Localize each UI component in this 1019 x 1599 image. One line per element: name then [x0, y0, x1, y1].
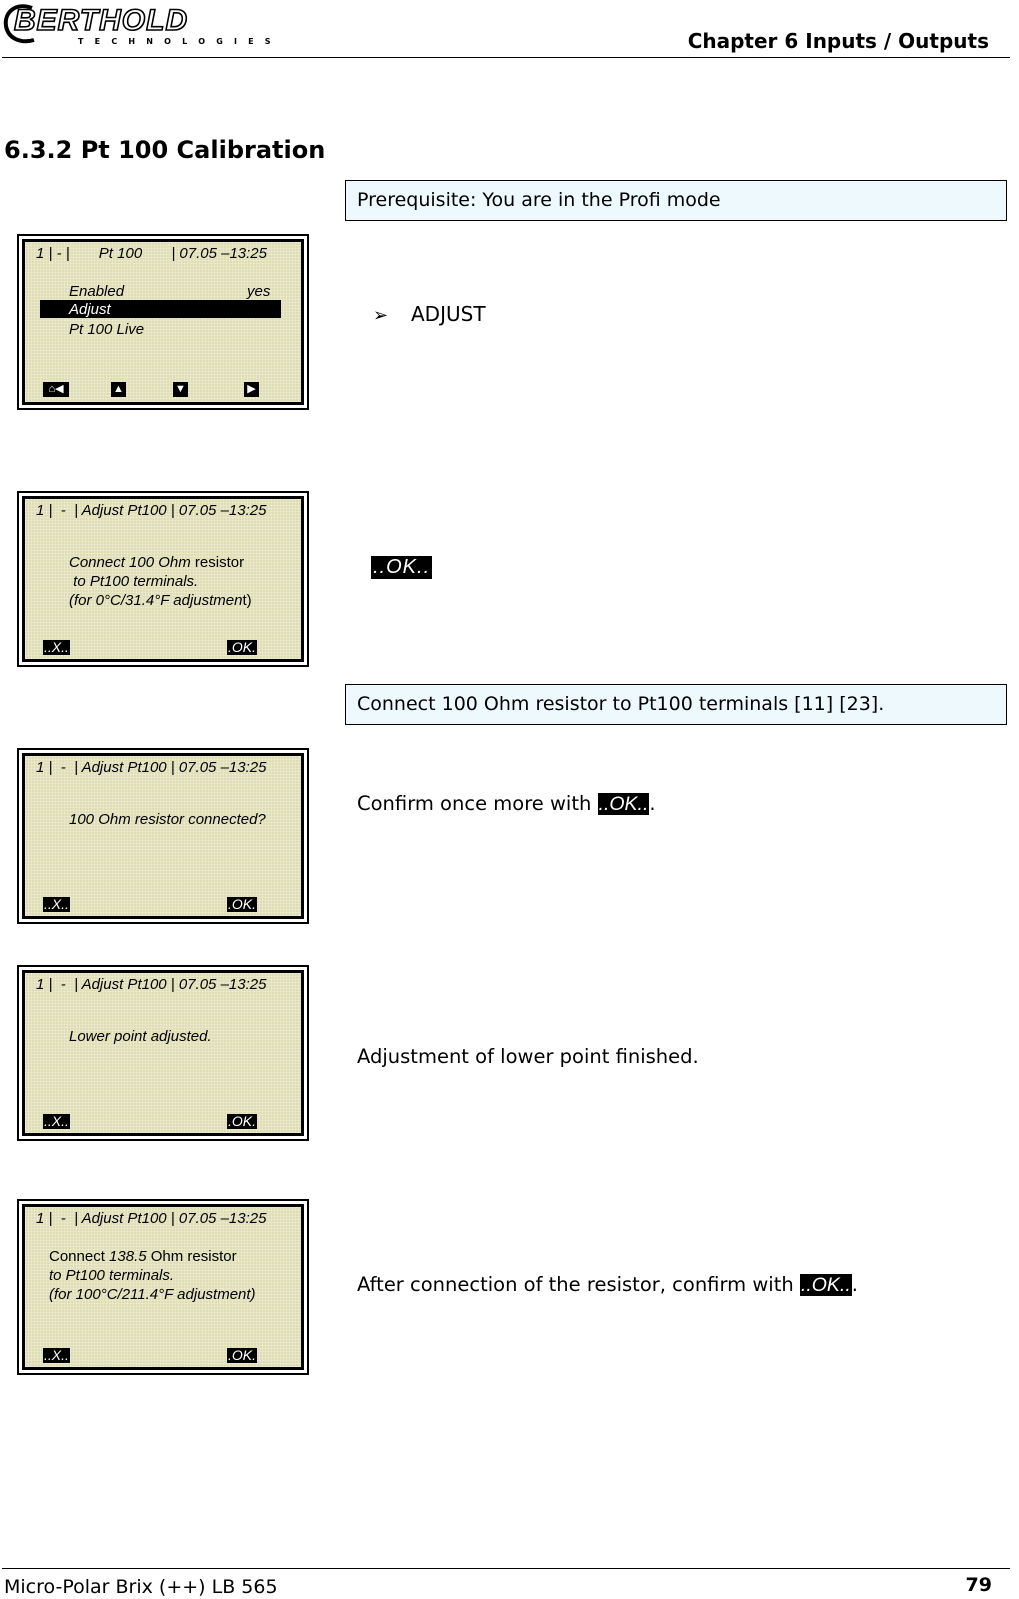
cancel-softkey: ..X.. [44, 1113, 69, 1129]
menu-item-enabled-value: yes [247, 283, 271, 300]
footer-divider [2, 1568, 1010, 1569]
ok-key-label: ..OK.. [800, 1274, 851, 1296]
ok-key-label: ..OK.. [598, 793, 649, 815]
lcd-screen-lower-done [17, 965, 309, 1141]
lcd-line-terminals: to Pt100 terminals. [49, 1267, 175, 1284]
lcd-line-status: Lower point adjusted. [69, 1028, 212, 1045]
cancel-softkey: ..X.. [44, 639, 69, 655]
logo-wordmark: BERTHOLD [14, 4, 189, 37]
ok-softkey: .OK. [228, 896, 257, 912]
cancel-softkey: ..X.. [44, 1347, 69, 1363]
after-connection-instruction: After connection of the resistor, confirm with ..OK... [357, 1273, 858, 1296]
confirm-instruction: Confirm once more with ..OK... [357, 792, 656, 815]
ok-softkey: .OK. [228, 1113, 257, 1129]
up-arrow-key-icon: ▲ [111, 382, 126, 397]
lcd-header: 1 | - | Adjust Pt100 | 07.05 –13:25 [36, 502, 267, 519]
lcd-header: 1 | - | Adjust Pt100 | 07.05 –13:25 [36, 1210, 267, 1227]
menu-item-enabled: Enabled [69, 283, 125, 300]
menu-item-adjust: Adjust [69, 301, 111, 318]
ok-softkey: .OK. [228, 639, 257, 655]
page-number: 79 [965, 1574, 992, 1596]
lcd-line-range: (for 100°C/211.4°F adjustment) [49, 1286, 256, 1303]
menu-selection-bar [40, 300, 281, 318]
ok-key-label: ..OK.. [373, 556, 431, 578]
lcd-screen-connect-low [17, 491, 309, 667]
down-arrow-key-icon: ▼ [173, 382, 188, 397]
ok-softkey: .OK. [228, 1347, 257, 1363]
adjust-label: ADJUST [411, 302, 486, 326]
lcd-header: 1 | - | Pt 100 | 07.05 –13:25 [36, 245, 267, 262]
logo-subtitle: TECHNOLOGIES [78, 37, 282, 46]
lcd-screen-connect-high [17, 1199, 309, 1375]
lcd-line-question: 100 Ohm resistor connected? [69, 811, 266, 828]
footer-product-name: Micro-Polar Brix (++) LB 565 [4, 1576, 278, 1598]
lcd-line-connect: Connect 100 Ohm resistor [69, 554, 245, 571]
lcd-screen-menu [17, 234, 309, 410]
lcd-header: 1 | - | Adjust Pt100 | 07.05 –13:25 [36, 759, 267, 776]
lcd-line-connect: Connect 138.5 Ohm resistor [49, 1248, 237, 1265]
lcd-line-range: (for 0°C/31.4°F adjustment) [69, 592, 252, 609]
cancel-softkey: ..X.. [44, 896, 69, 912]
lcd-line-terminals: to Pt100 terminals. [69, 573, 199, 590]
lower-point-finished-text: Adjustment of lower point finished. [357, 1045, 699, 1068]
home-back-key-icon: ⌂◀ [43, 382, 69, 397]
section-title: 6.3.2 Pt 100 Calibration [4, 136, 326, 164]
adjust-instruction [373, 302, 486, 326]
arrow-bullet-icon: ➢ [373, 305, 389, 326]
lcd-screen-confirm [17, 748, 309, 924]
header-divider [2, 57, 1010, 58]
connect-resistor-box: Connect 100 Ohm resistor to Pt100 terminals [11] [23]. [345, 684, 1007, 725]
right-arrow-key-icon: ▶ [244, 382, 259, 397]
menu-item-pt100-live: Pt 100 Live [69, 321, 145, 338]
lcd-header: 1 | - | Adjust Pt100 | 07.05 –13:25 [36, 976, 267, 993]
chapter-title: Chapter 6 Inputs / Outputs [687, 29, 989, 53]
prerequisite-box: Prerequisite: You are in the Profi mode [345, 180, 1007, 221]
